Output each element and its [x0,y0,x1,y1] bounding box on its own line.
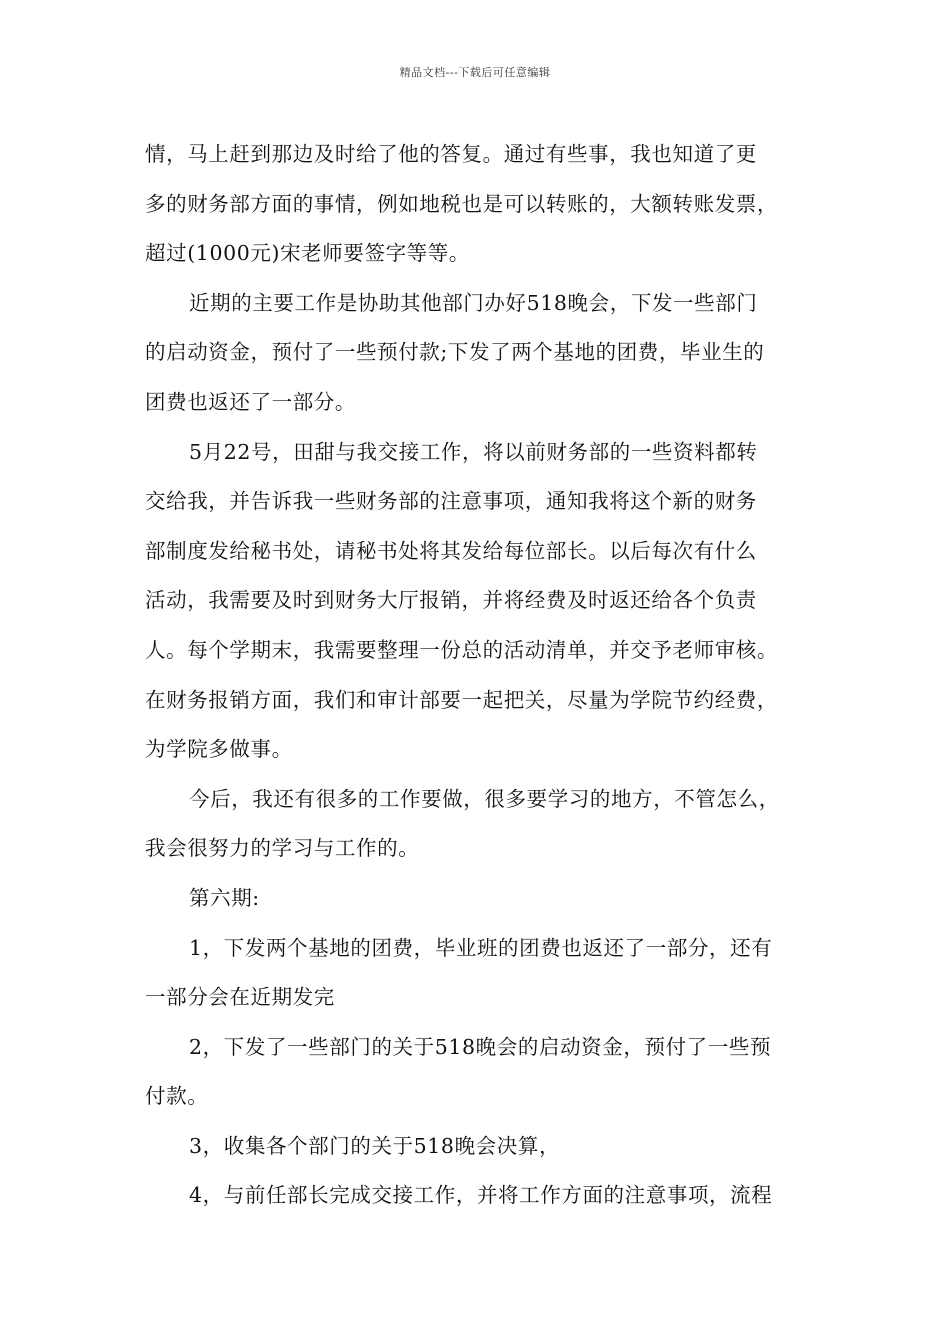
text-line: 付款。 [145,1084,209,1109]
list-item-start-line: 2，下发了一些部门的关于518晚会的启动资金，预付了一些预 [189,1034,772,1059]
list-item-start-line: 4，与前任部长完成交接工作，并将工作方面的注意事项，流程 [189,1183,773,1208]
text-line: 超过(1000元)宋老师要签字等等。 [145,241,470,266]
document-body [145,130,810,1221]
text-line: 人。每个学期末，我需要整理一份总的活动清单，并交予老师审核。 [145,637,778,662]
text-line: 为学院多做事。 [145,737,293,762]
section-heading: 第六期: [189,885,260,910]
text-line: 我会很努力的学习与工作的。 [145,836,420,861]
list-item-start-line: 1，下发两个基地的团费，毕业班的团费也返还了一部分，还有 [189,935,773,960]
list-item-start-line: 3，收集各个部门的关于518晚会决算， [189,1133,561,1158]
text-line: 情，马上赶到那边及时给了他的答复。通过有些事，我也知道了更 [145,142,757,166]
text-line: 部制度发给秘书处，请秘书处将其发给每位部长。以后每次有什么 [145,538,757,563]
text-line: 的启动资金，预付了一些预付款;下发了两个基地的团费，毕业生的 [145,340,765,365]
paragraph-start-line: 5月22号，田甜与我交接工作，将以前财务部的一些资料都转 [189,439,758,464]
text-line: 团费也返还了一部分。 [145,389,356,414]
paragraph-start-line: 今后，我还有很多的工作要做，很多要学习的地方，不管怎么， [189,786,780,811]
text-line: 在财务报销方面，我们和审计部要一起把关，尽量为学院节约经费， [145,687,778,712]
text-line: 一部分会在近期发完 [145,985,335,1010]
text-line: 多的财务部方面的事情，例如地税也是可以转账的，大额转账发票， [145,191,778,216]
page-header: 精品文档---下载后可任意编辑 [399,66,551,79]
text-line: 交给我，并告诉我一些财务部的注意事项，通知我将这个新的财务 [145,489,757,514]
text-line: 活动，我需要及时到财务大厅报销，并将经费及时返还给各个负责 [145,588,757,613]
paragraph-start-line: 近期的主要工作是协助其他部门办好518晚会，下发一些部门 [189,290,758,315]
